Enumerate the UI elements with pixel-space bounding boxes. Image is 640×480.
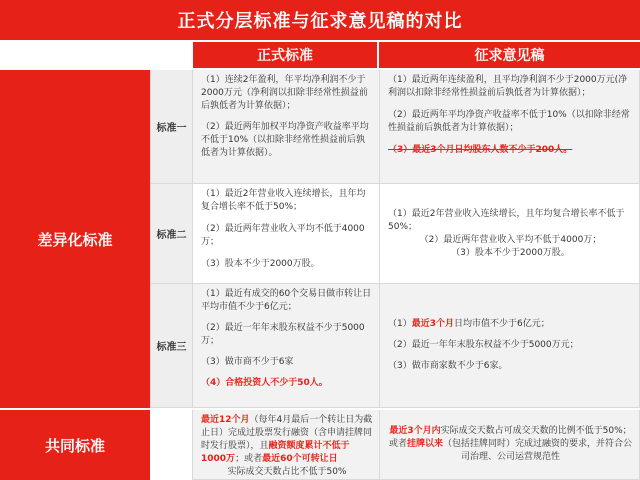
clause-prefix: （1） — [388, 319, 412, 329]
highlight-text: 融资额度累计不低于1000万 — [201, 441, 350, 464]
highlight-text: 最近12个月 — [201, 415, 250, 425]
cell-common-formal — [192, 410, 379, 480]
clause-text: （2）最近两年营业收入平均不低于4000万； — [201, 224, 365, 247]
plain-text: 实际成交天数占可成交天数的比例不低于50%；或者 — [388, 426, 632, 449]
clause-text: （1）最近两年连续盈利，且平均净利润不少于2000万元(净利润以扣除非经常性损益前后孰低者为计算依据）； — [388, 75, 628, 98]
highlight-text: 最近3个月 — [411, 319, 454, 329]
cell-standard3-formal — [192, 284, 379, 408]
sub-header-standard2: 标准二 — [150, 184, 192, 284]
cell-common-draft — [379, 410, 640, 480]
clause-text: （3）股本不少于2000万股。 — [451, 247, 570, 258]
column-header-formal: 正式标准 — [193, 42, 377, 68]
clause-text — [388, 425, 633, 464]
clause-text: （2）最近一年年末股东权益不少于5000万； — [201, 323, 365, 346]
clause-text: （3）做市商不少于6家 — [201, 357, 294, 367]
cell-standard2-formal — [192, 184, 379, 284]
plain-text: ；或者 — [235, 454, 263, 464]
cell-standard1-formal — [192, 70, 379, 184]
clause-text: （3）股本不少于2000万股。 — [201, 259, 320, 269]
sub-header-standard3: 标准三 — [150, 284, 192, 408]
clause-text — [201, 414, 373, 479]
highlight-text: 最近60个可转让日 — [262, 454, 338, 464]
cell-standard1-draft — [379, 70, 640, 184]
row-header-differentiated: 差异化标准 — [0, 70, 150, 408]
plain-text: 实际成交天数占比不低于50% — [227, 467, 347, 477]
clause-text: （2）最近两年平均净资产收益率不低于10%（以扣除非经常性损益前后孰低者为计算依据）； — [388, 110, 630, 133]
clause-text: （2）最近一年年末股东权益不少于5000万元； — [388, 340, 579, 350]
cell-standard2-draft — [379, 184, 640, 284]
clause-text: （1）最近有成交的60个交易日做市转让日平均市值不少于6亿元； — [201, 289, 372, 312]
page-title: 正式分层标准与征求意见稿的对比 — [0, 0, 640, 40]
clause-text: （2）最近两年营业收入平均不低于4000万； — [419, 234, 602, 245]
clause-text-removed: （3）最近3个月日均股东人数不少于200人。 — [388, 145, 573, 155]
clause-text: （1）连续2年盈利，年平均净利润不少于2000万元（净利润以扣除非经常性损益前后孰低者为计算依据）； — [201, 75, 368, 111]
highlight-text: 挂牌以来 — [406, 439, 443, 449]
highlight-text: 最近3个月内 — [389, 426, 441, 436]
plain-text: （每年4月最后一个转让日为截止日）完成过股票发行融资（含申请挂牌同时发行股票），且 — [201, 415, 373, 451]
clause-text: （2）最近两年加权平均净资产收益率平均不低于10%（以扣除非经常性损益前后孰低者为计算依据）。 — [201, 122, 369, 158]
clause-text: （3）做市商家数不少于6家。 — [388, 361, 508, 371]
sub-header-standard1: 标准一 — [150, 70, 192, 184]
clause-suffix: 日均市值不少于6亿元； — [454, 319, 550, 329]
clause-text: （1）最近2年营业收入连续增长，且年均复合增长率不低于50%； — [388, 208, 625, 232]
cell-standard3-draft — [379, 284, 640, 408]
plain-text: （包括挂牌同时）完成过融资的要求，并符合公司治理、公司运营规范性 — [443, 439, 633, 462]
column-header-draft: 征求意见稿 — [379, 42, 640, 68]
clause-text: （1）最近2年营业收入连续增长，且年均复合增长率不低于50%； — [201, 189, 366, 212]
clause-text-added: （4）合格投资人不少于50人。 — [201, 378, 328, 388]
clause-text — [388, 318, 633, 331]
row-header-common: 共同标准 — [0, 410, 150, 480]
